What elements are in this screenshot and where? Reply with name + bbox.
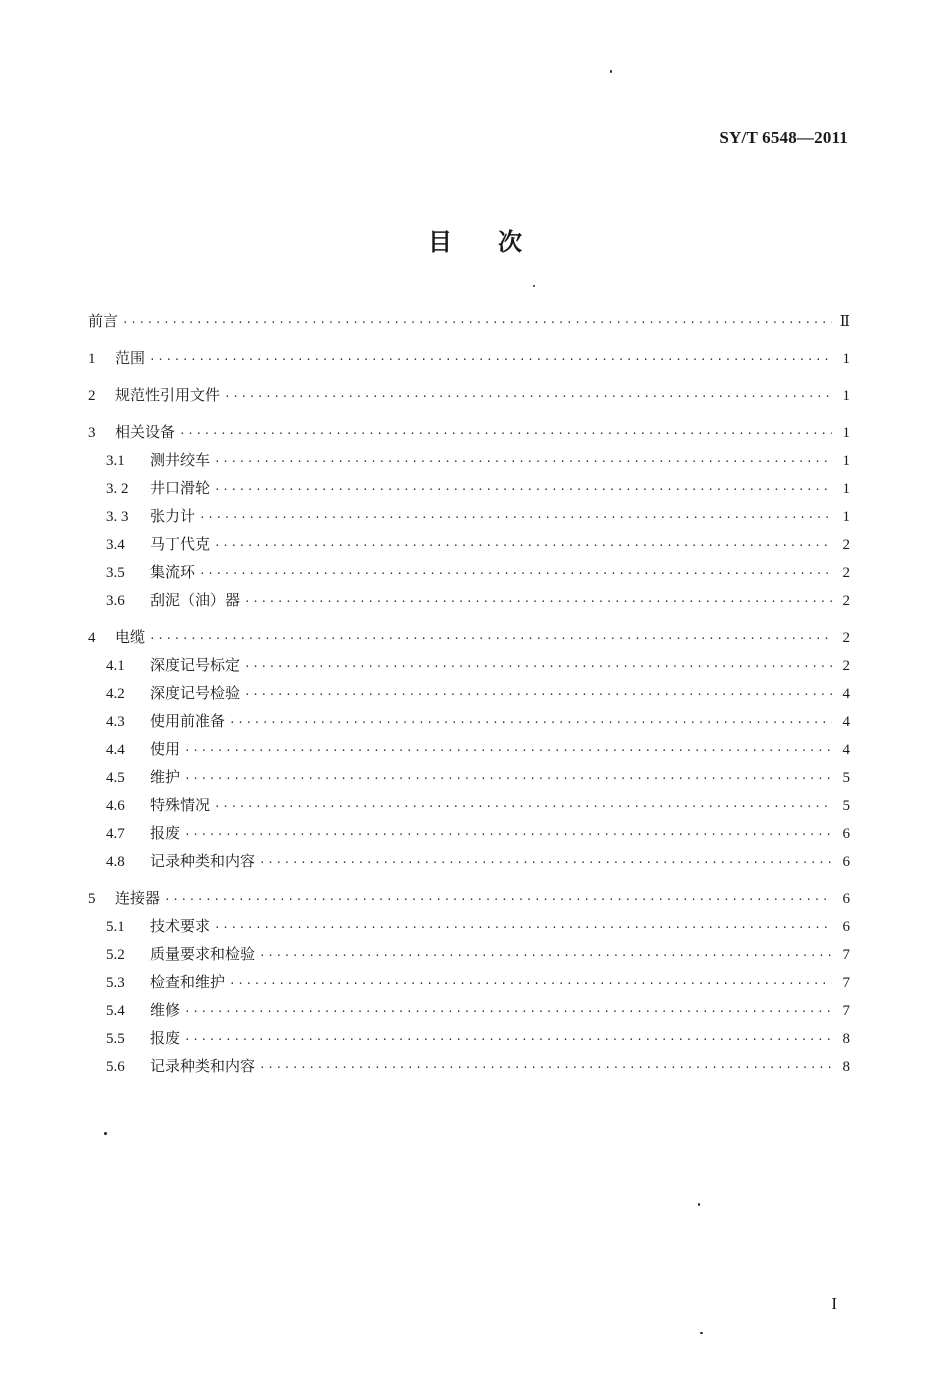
dot-leader bbox=[122, 310, 832, 336]
toc-entry-title: 报废 bbox=[150, 824, 181, 842]
toc-entry-number: 5.6 bbox=[106, 1059, 125, 1075]
toc-entry-title: 马丁代克 bbox=[150, 535, 211, 553]
toc-entry-number: 3.1 bbox=[106, 453, 125, 469]
toc-entry-title: 深度记号检验 bbox=[150, 684, 241, 702]
dot-leader bbox=[259, 850, 832, 876]
toc-entry-page: 2 bbox=[842, 537, 850, 553]
toc-entry-title: 检查和维护 bbox=[150, 973, 226, 991]
dot-leader bbox=[164, 887, 832, 913]
toc-entry bbox=[88, 503, 850, 531]
toc-entry bbox=[88, 1025, 850, 1053]
dot-leader bbox=[259, 1055, 832, 1081]
toc-entry-title: 集流环 bbox=[150, 563, 196, 581]
toc-entry-number: 5.2 bbox=[106, 947, 125, 963]
dot-leader bbox=[199, 505, 832, 531]
dot-leader bbox=[214, 915, 832, 941]
toc-entry bbox=[88, 345, 850, 373]
toc-entry-page: 8 bbox=[842, 1031, 850, 1047]
dot-leader bbox=[214, 533, 832, 559]
toc-entry bbox=[88, 587, 850, 615]
dot-leader bbox=[229, 710, 832, 736]
toc-entry-title: 深度记号标定 bbox=[150, 656, 241, 674]
toc-entry bbox=[88, 652, 850, 680]
dot-leader bbox=[259, 943, 832, 969]
toc-entry bbox=[88, 736, 850, 764]
toc-entry-page: 4 bbox=[842, 714, 850, 730]
toc-entry-title: 规范性引用文件 bbox=[115, 386, 221, 404]
toc-entry-title: 使用前准备 bbox=[150, 712, 226, 730]
toc-entry-title: 前言 bbox=[88, 312, 119, 330]
toc-entry-page: 7 bbox=[842, 975, 850, 991]
dot-leader bbox=[244, 682, 832, 708]
toc-entry-page: 4 bbox=[842, 742, 850, 758]
toc-entry-title: 井口滑轮 bbox=[150, 479, 211, 497]
dot-leader bbox=[244, 654, 832, 680]
toc-entry bbox=[88, 624, 850, 652]
dot-leader bbox=[184, 738, 832, 764]
toc-entry-number: 4.7 bbox=[106, 826, 125, 842]
toc-entry-page: 1 bbox=[842, 351, 850, 367]
toc-entry bbox=[88, 680, 850, 708]
toc-entry bbox=[88, 419, 850, 447]
dot-leader bbox=[229, 971, 832, 997]
toc-entry bbox=[88, 941, 850, 969]
toc-entry-title: 技术要求 bbox=[150, 917, 211, 935]
toc-entry-page: 1 bbox=[842, 481, 850, 497]
toc-entry bbox=[88, 308, 850, 336]
dot-leader bbox=[214, 449, 832, 475]
toc-entry bbox=[88, 1053, 850, 1081]
toc-entry-title: 刮泥（油）器 bbox=[150, 591, 241, 609]
toc-entry-number: 1 bbox=[88, 351, 96, 367]
toc-entry-title: 张力计 bbox=[150, 507, 196, 525]
dot-leader bbox=[184, 822, 832, 848]
toc-entry-number: 3.5 bbox=[106, 565, 125, 581]
toc-entry-page: 6 bbox=[842, 919, 850, 935]
toc-entry-page: 5 bbox=[842, 770, 850, 786]
dot-leader bbox=[149, 626, 832, 652]
toc-entry-page: 2 bbox=[842, 593, 850, 609]
toc-entry-number: 3. 3 bbox=[106, 509, 129, 525]
scan-speck bbox=[104, 1132, 107, 1135]
toc-entry-number: 5.5 bbox=[106, 1031, 125, 1047]
toc-entry-number: 3 bbox=[88, 425, 96, 441]
dot-leader bbox=[244, 589, 832, 615]
toc-entry-page: 4 bbox=[842, 686, 850, 702]
toc-entry-number: 4.1 bbox=[106, 658, 125, 674]
dot-leader bbox=[179, 421, 832, 447]
toc-entry bbox=[88, 708, 850, 736]
toc-entry-title: 测井绞车 bbox=[150, 451, 211, 469]
toc-entry-page: 8 bbox=[842, 1059, 850, 1075]
toc-title: 目次 bbox=[428, 228, 568, 256]
toc-entry-page: 1 bbox=[842, 509, 850, 525]
toc-entry-title: 范围 bbox=[115, 349, 146, 367]
toc-entry bbox=[88, 848, 850, 876]
toc-entry-number: 4.2 bbox=[106, 686, 125, 702]
dot-leader bbox=[184, 766, 832, 792]
toc-entry-page: 1 bbox=[842, 425, 850, 441]
dot-leader bbox=[184, 999, 832, 1025]
toc-entry-title: 维修 bbox=[150, 1001, 181, 1019]
toc-entry-number: 4.3 bbox=[106, 714, 125, 730]
toc-entry-number: 4.8 bbox=[106, 854, 125, 870]
toc-entry-page: 7 bbox=[842, 1003, 850, 1019]
toc-entry-number: 4 bbox=[88, 630, 96, 646]
toc-entry-page: 5 bbox=[842, 798, 850, 814]
dot-leader bbox=[184, 1027, 832, 1053]
toc-entry bbox=[88, 559, 850, 587]
toc-entry bbox=[88, 885, 850, 913]
toc-entry bbox=[88, 475, 850, 503]
toc-entry-number: 2 bbox=[88, 388, 96, 404]
dot-leader bbox=[149, 347, 832, 373]
toc-entry bbox=[88, 382, 850, 410]
toc-entry-page: 1 bbox=[842, 388, 850, 404]
toc-entry-number: 4.5 bbox=[106, 770, 125, 786]
toc-entry-page: 1 bbox=[842, 453, 850, 469]
toc-entry bbox=[88, 792, 850, 820]
toc-entry-page: Ⅱ bbox=[839, 314, 850, 330]
toc-entry-title: 使用 bbox=[150, 740, 181, 758]
toc-entry-number: 5 bbox=[88, 891, 96, 907]
toc-entry bbox=[88, 531, 850, 559]
toc-entry-title: 连接器 bbox=[115, 889, 161, 907]
page-number: I bbox=[831, 1294, 837, 1313]
toc-entry bbox=[88, 969, 850, 997]
toc-entry-page: 2 bbox=[842, 630, 850, 646]
toc-entry bbox=[88, 447, 850, 475]
scan-speck bbox=[700, 1332, 703, 1334]
toc-entry-page: 6 bbox=[842, 826, 850, 842]
toc-entry-title: 记录种类和内容 bbox=[150, 852, 256, 870]
scan-speck bbox=[533, 285, 535, 287]
table-of-contents bbox=[88, 308, 850, 1081]
toc-entry bbox=[88, 913, 850, 941]
toc-entry-number: 4.4 bbox=[106, 742, 125, 758]
toc-entry-title: 相关设备 bbox=[115, 423, 176, 441]
toc-entry-title: 电缆 bbox=[115, 628, 146, 646]
toc-entry bbox=[88, 764, 850, 792]
toc-entry-page: 6 bbox=[842, 854, 850, 870]
toc-entry-number: 3. 2 bbox=[106, 481, 129, 497]
toc-entry-number: 5.4 bbox=[106, 1003, 125, 1019]
toc-entry-number: 3.6 bbox=[106, 593, 125, 609]
standard-number: SY/T 6548—2011 bbox=[719, 128, 848, 147]
toc-entry-title: 质量要求和检验 bbox=[150, 945, 256, 963]
toc-entry-number: 4.6 bbox=[106, 798, 125, 814]
toc-entry-number: 5.1 bbox=[106, 919, 125, 935]
toc-entry-title: 特殊情况 bbox=[150, 796, 211, 814]
toc-entry-title: 报废 bbox=[150, 1029, 181, 1047]
dot-leader bbox=[214, 477, 832, 503]
scan-speck bbox=[698, 1203, 700, 1206]
toc-entry bbox=[88, 820, 850, 848]
toc-entry-title: 维护 bbox=[150, 768, 181, 786]
scan-speck bbox=[610, 70, 612, 73]
toc-entry-page: 7 bbox=[842, 947, 850, 963]
toc-entry-page: 2 bbox=[842, 658, 850, 674]
toc-entry-page: 2 bbox=[842, 565, 850, 581]
toc-entry-number: 5.3 bbox=[106, 975, 125, 991]
dot-leader bbox=[199, 561, 832, 587]
toc-entry-number: 3.4 bbox=[106, 537, 125, 553]
toc-entry-title: 记录种类和内容 bbox=[150, 1057, 256, 1075]
dot-leader bbox=[224, 384, 832, 410]
dot-leader bbox=[214, 794, 832, 820]
toc-entry bbox=[88, 997, 850, 1025]
toc-entry-page: 6 bbox=[842, 891, 850, 907]
